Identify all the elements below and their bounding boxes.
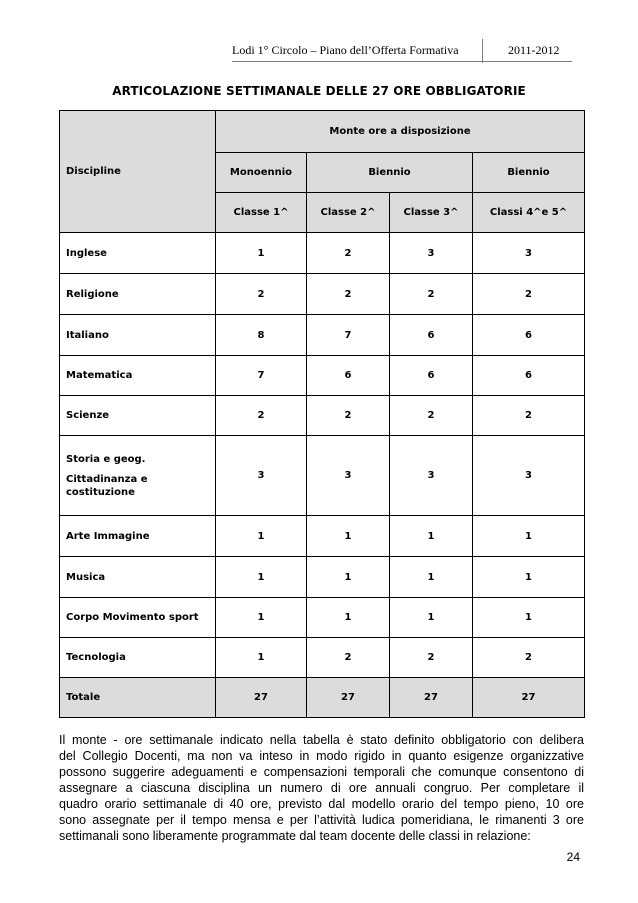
discipline-name-line: costituzione	[66, 486, 135, 498]
discipline-name-line: Cittadinanza e	[66, 473, 148, 485]
hours-cell: 2	[390, 274, 473, 315]
header-row-monte-ore	[60, 111, 585, 153]
hours-cell: 6	[307, 356, 390, 396]
table-row	[60, 233, 585, 274]
hours-cell: 3	[390, 233, 473, 274]
hours-cell: 2	[307, 274, 390, 315]
hours-cell: 1	[216, 598, 307, 638]
header-group-biennio-1: Biennio	[307, 153, 473, 193]
total-cell: 27	[216, 678, 307, 718]
header-group-monoennio: Monoennio	[216, 153, 307, 193]
hours-cell: 2	[473, 274, 585, 315]
hours-cell: 3	[473, 233, 585, 274]
hours-cell: 3	[390, 436, 473, 516]
table-row	[60, 557, 585, 598]
paragraph-line: settimanali sono liberamente programmate dal team docente delle classi in relazione:	[59, 829, 531, 843]
hours-cell: 1	[216, 638, 307, 678]
hours-cell: 1	[473, 598, 585, 638]
discipline-name: Italiano	[60, 315, 216, 356]
total-cell: 27	[307, 678, 390, 718]
discipline-name: Arte Immagine	[60, 516, 216, 557]
discipline-name-line: Storia e geog.	[66, 453, 146, 465]
hours-cell: 1	[216, 516, 307, 557]
paragraph-line: del Collegio Docenti, ma non va inteso in modo rigido in quanto esigenze organizzative	[59, 749, 584, 763]
table-row	[60, 274, 585, 315]
discipline-name: Tecnologia	[60, 638, 216, 678]
header-monte-ore: Monte ore a disposizione	[216, 111, 585, 153]
discipline-name	[60, 436, 216, 516]
section-title: ARTICOLAZIONE SETTIMANALE DELLE 27 ORE OBBLIGATORIE	[112, 84, 526, 98]
body-paragraph	[59, 732, 584, 844]
header-group-biennio-2: Biennio	[473, 153, 585, 193]
discipline-name: Religione	[60, 274, 216, 315]
hours-cell: 6	[390, 356, 473, 396]
hours-cell: 1	[216, 557, 307, 598]
hours-cell: 1	[390, 557, 473, 598]
hours-cell: 1	[307, 557, 390, 598]
hours-cell: 2	[307, 233, 390, 274]
hours-cell: 3	[216, 436, 307, 516]
hours-cell: 2	[307, 396, 390, 436]
total-cell: 27	[390, 678, 473, 718]
header-class-2: Classe 2^	[307, 193, 390, 233]
header-class-1: Classe 1^	[216, 193, 307, 233]
table-row	[60, 598, 585, 638]
table-row	[60, 436, 585, 516]
table-row	[60, 396, 585, 436]
discipline-name: Musica	[60, 557, 216, 598]
weekly-hours-table	[59, 110, 585, 718]
table-row	[60, 638, 585, 678]
paragraph-line: quadro orario settimanale di 40 ore, previsto dal modello orario del tempo pieno, 10 ore	[59, 797, 584, 811]
hours-cell: 2	[307, 638, 390, 678]
hours-cell: 1	[473, 516, 585, 557]
discipline-name: Scienze	[60, 396, 216, 436]
hours-cell: 1	[390, 516, 473, 557]
page-header	[232, 39, 572, 63]
header-document-title: Lodi 1° Circolo – Piano dell’Offerta Formativa	[232, 43, 459, 57]
total-label: Totale	[60, 678, 216, 718]
hours-cell: 2	[473, 638, 585, 678]
paragraph-line: Il monte - ore settimanale indicato nella tabella è stato definito obbligatorio con delibera	[59, 733, 584, 747]
table-row	[60, 356, 585, 396]
header-school-year: 2011-2012	[508, 43, 560, 57]
header-class-4-5: Classi 4^e 5^	[473, 193, 585, 233]
table-row	[60, 516, 585, 557]
hours-cell: 7	[307, 315, 390, 356]
hours-cell: 1	[390, 598, 473, 638]
header-divider	[482, 39, 483, 63]
hours-cell: 7	[216, 356, 307, 396]
page-number: 24	[566, 850, 580, 864]
discipline-name: Corpo Movimento sport	[60, 598, 216, 638]
hours-cell: 3	[473, 436, 585, 516]
discipline-name: Matematica	[60, 356, 216, 396]
total-row	[60, 678, 585, 718]
hours-cell: 2	[216, 396, 307, 436]
paragraph-line: sono assegnate per il tempo mensa e per l’attività ludica pomeridiana, le rimanenti 3 ore	[59, 813, 584, 827]
hours-cell: 2	[473, 396, 585, 436]
hours-cell: 2	[390, 396, 473, 436]
hours-cell: 6	[473, 356, 585, 396]
hours-cell: 1	[473, 557, 585, 598]
hours-cell: 2	[390, 638, 473, 678]
hours-cell: 1	[307, 598, 390, 638]
hours-cell: 3	[307, 436, 390, 516]
table-row	[60, 315, 585, 356]
hours-cell: 6	[390, 315, 473, 356]
total-cell: 27	[473, 678, 585, 718]
header-disciplines: Discipline	[60, 111, 216, 233]
paragraph-line: possono suggerire adeguamenti e compensazioni temporali che comunque consentono di	[59, 765, 584, 779]
hours-cell: 6	[473, 315, 585, 356]
hours-cell: 2	[216, 274, 307, 315]
hours-cell: 1	[216, 233, 307, 274]
header-rule	[232, 61, 572, 62]
header-class-3: Classe 3^	[390, 193, 473, 233]
hours-cell: 8	[216, 315, 307, 356]
discipline-name: Inglese	[60, 233, 216, 274]
hours-cell: 1	[307, 516, 390, 557]
paragraph-line: assegnare a ciascuna disciplina un numero di ore annuali congruo. Per completare il	[59, 781, 584, 795]
